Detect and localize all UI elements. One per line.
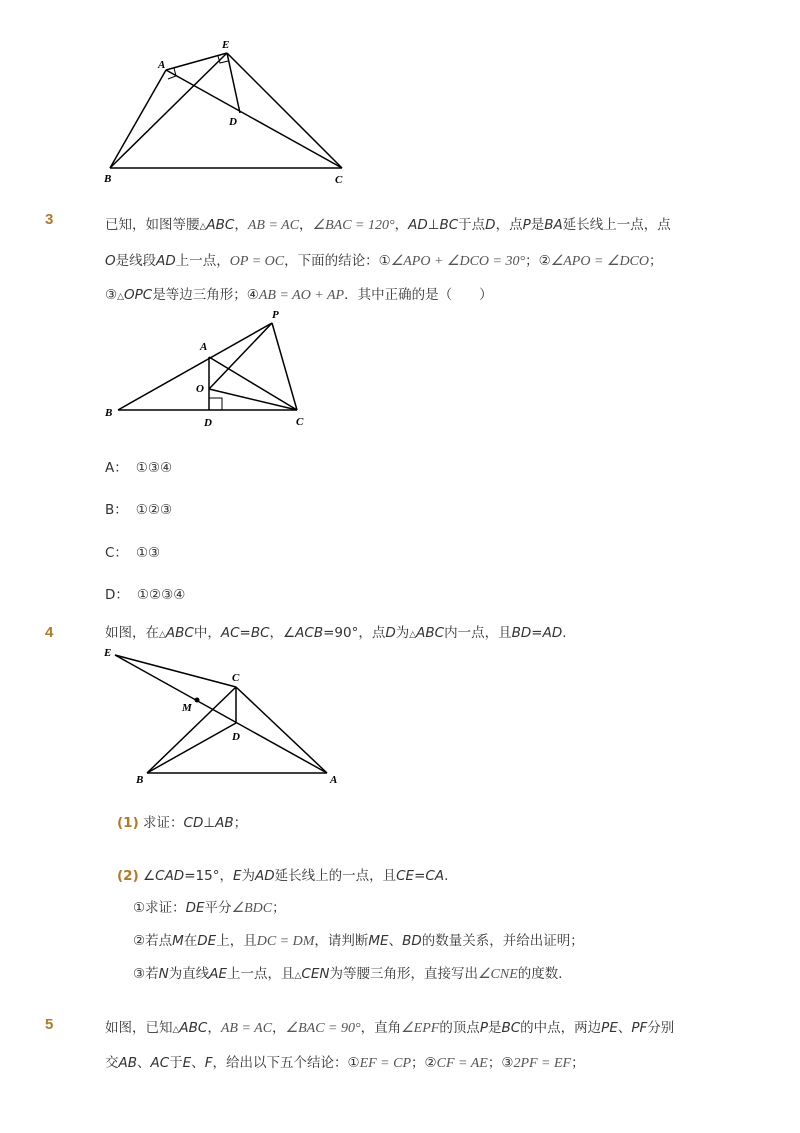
q4-sub3: ③若N为直线AE上一点，且△CEN为等腰三角形，直接写出∠CNE的度数． — [133, 966, 572, 982]
fig1-label-d: D — [229, 116, 237, 128]
q4-part1: (1) 求证：CD⊥AB； — [117, 815, 248, 831]
fig1-label-c: C — [335, 174, 343, 186]
fig3-label-c: C — [232, 672, 240, 684]
fig2-label-c: C — [296, 416, 304, 428]
q3-line2: O是线段AD上一点，OP = OC，下面的结论：①∠APO + ∠DCO = 30°；②∠APO = ∠DCO； — [105, 253, 663, 269]
fig2-label-p: P — [272, 309, 279, 321]
q4-line1: 如图，在△ABC中，AC=BC，∠ACB=90°，点D为△ABC内一点，且BD=AD. — [105, 625, 567, 641]
fig1-label-b: B — [104, 173, 112, 185]
option-a[interactable]: A： ①③④ — [105, 460, 173, 476]
question-number-3: 3 — [45, 211, 54, 228]
q3-line1: 已知，如图等腰△ABC，AB = AC，∠BAC = 120°，AD⊥BC于点D，点P是BA延长线上一点，点 — [105, 217, 671, 233]
fig2-label-a: A — [200, 341, 208, 353]
fig3-label-m: M — [182, 702, 192, 714]
question-number-5: 5 — [45, 1016, 54, 1033]
figure-3 — [100, 645, 350, 785]
fig1-label-e: E — [222, 39, 230, 51]
q3-line3: ③△OPC是等边三角形；④AB = AO + AP．其中正确的是（ ） — [105, 287, 493, 303]
fig2-label-b: B — [105, 407, 113, 419]
q4-sub1: ①求证：DE平分∠BDC； — [133, 900, 286, 916]
fig3-label-d: D — [232, 731, 240, 743]
fig3-label-e: E — [104, 647, 112, 659]
figure-1 — [100, 32, 360, 187]
option-b[interactable]: B： ①②③ — [105, 502, 173, 518]
fig1-label-a: A — [158, 59, 166, 71]
q4-part2: (2) ∠CAD=15°，E为AD延长线上的一点，且CE=CA. — [117, 868, 449, 884]
fig3-label-b: B — [136, 774, 144, 785]
option-c[interactable]: C： ①③ — [105, 545, 161, 561]
fig3-label-a: A — [330, 774, 338, 785]
q4-sub2: ②若点M在DE上，且DC = DM，请判断ME、BD的数量关系，并给出证明； — [133, 933, 584, 949]
option-d[interactable]: D： ①②③④ — [105, 587, 186, 603]
fig2-label-d: D — [204, 417, 212, 429]
figure-2 — [100, 305, 315, 430]
question-number-4: 4 — [45, 624, 54, 641]
fig2-label-o: O — [196, 383, 204, 395]
q5-line2: 交AB、AC于E、F，给出以下五个结论：①EF = CP；②CF = AE；③2PF = EF； — [105, 1055, 585, 1071]
q5-line1: 如图，已知△ABC，AB = AC，∠BAC = 90°，直角∠EPF的顶点P是BC的中点，两边PE、PF分别 — [105, 1020, 675, 1036]
